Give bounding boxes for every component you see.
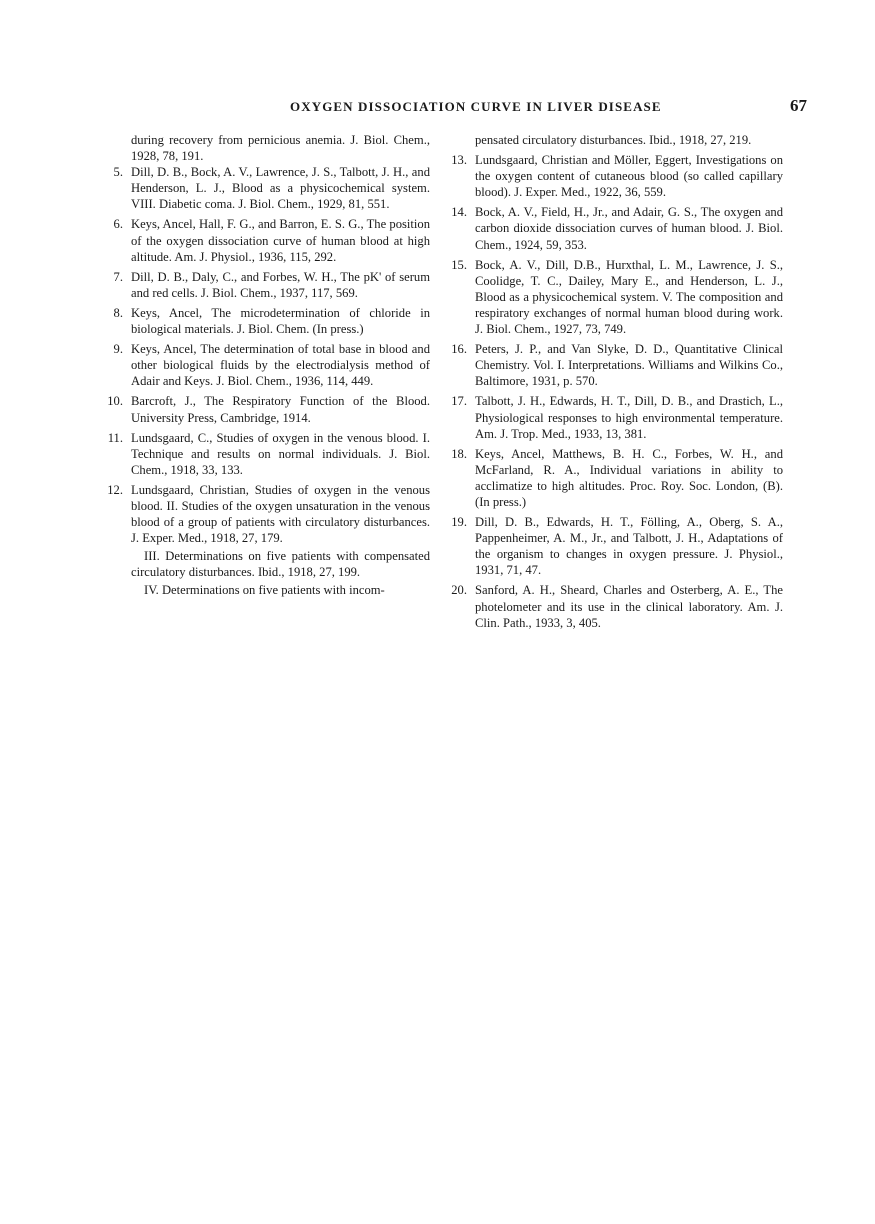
reference-number: 14. bbox=[451, 205, 467, 220]
reference-number: 15. bbox=[451, 257, 467, 272]
reference-item bbox=[448, 446, 783, 510]
reference-number: 16. bbox=[451, 342, 467, 357]
page-header bbox=[0, 96, 875, 118]
reference-text: Dill, D. B., Edwards, H. T., Fölling, A., Oberg, S. A., Pappenheimer, A. M., Jr., and Talbott, J. H., Adaptations of the organism to changes in oxygen pressure. J. Physiol., 1931, 71, 47. bbox=[475, 515, 783, 578]
reference-number: 9. bbox=[113, 342, 123, 357]
reference-text: Bock, A. V., Field, H., Jr., and Adair, G. S., The oxygen and carbon dioxide dissociation curves of human blood. J. Biol. Chem., 1924, 59, 353. bbox=[475, 205, 783, 252]
page-number: 67 bbox=[790, 96, 807, 115]
reference-item bbox=[448, 257, 783, 337]
reference-number: 20. bbox=[451, 583, 467, 598]
reference-text: Barcroft, J., The Respiratory Function of the Blood. University Press, Cambridge, 1914. bbox=[131, 394, 430, 425]
reference-item bbox=[448, 582, 783, 630]
reference-text: Sanford, A. H., Sheard, Charles and Osterberg, A. E., The photelometer and its use in the clinical laboratory. Am. J. Clin. Path., 1933, 3, 405. bbox=[475, 583, 783, 630]
reference-item bbox=[104, 430, 430, 478]
reference-sub-entry bbox=[104, 548, 430, 580]
reference-text: during recovery from pernicious anemia. J. Biol. Chem., 1928, 78, 191. bbox=[131, 133, 430, 164]
reference-item bbox=[448, 341, 783, 389]
reference-item bbox=[104, 393, 430, 425]
reference-sub-entry bbox=[104, 582, 430, 598]
running-title: OXYGEN DISSOCIATION CURVE IN LIVER DISEASE bbox=[290, 99, 662, 114]
reference-text: Dill, D. B., Daly, C., and Forbes, W. H., The pK' of serum and red cells. J. Biol. Chem., 1937, 117, 569. bbox=[131, 269, 430, 300]
reference-item bbox=[448, 152, 783, 200]
reference-text: IV. Determinations on five patients with incom- bbox=[144, 583, 385, 598]
reference-item bbox=[448, 393, 783, 441]
reference-text: Lundsgaard, Christian, Studies of oxygen in the venous blood. II. Studies of the oxygen unsaturation in the venous blood of a group of patients with circulatory disturbances. J. Exper. Med., 1918, 27, 179. bbox=[131, 482, 430, 546]
reference-number: 17. bbox=[451, 394, 467, 409]
left-column bbox=[104, 132, 430, 599]
reference-item bbox=[104, 482, 430, 546]
reference-number: 13. bbox=[451, 153, 467, 168]
reference-text: Peters, J. P., and Van Slyke, D. D., Quantitative Clinical Chemistry. Vol. I. Interpretations. Williams and Wilkins Co., Baltimore, 1931, p. 570. bbox=[475, 342, 783, 389]
reference-number: 12. bbox=[107, 482, 123, 497]
reference-item bbox=[104, 269, 430, 301]
reference-text: pensated circulatory disturbances. Ibid., 1918, 27, 219. bbox=[475, 133, 752, 147]
reference-continuation bbox=[104, 132, 430, 164]
reference-continuation bbox=[448, 132, 783, 148]
reference-number: 5. bbox=[113, 165, 123, 180]
right-column bbox=[448, 132, 783, 635]
reference-text: Keys, Ancel, The microdetermination of chloride in biological materials. J. Biol. Chem. (In press.) bbox=[131, 305, 430, 337]
reference-number: 8. bbox=[113, 305, 123, 320]
reference-text: Talbott, J. H., Edwards, H. T., Dill, D. B., and Drastich, L., Physiological responses to high environmental temperature. Am. J. Trop. Med., 1933, 13, 381. bbox=[475, 394, 783, 441]
reference-item bbox=[104, 305, 430, 337]
reference-number: 10. bbox=[107, 394, 123, 409]
reference-number: 6. bbox=[113, 217, 123, 232]
reference-item bbox=[104, 341, 430, 389]
reference-text: III. Determinations on five patients with compensated circulatory disturbances. Ibid., 1918, 27, 199. bbox=[131, 549, 430, 580]
reference-item bbox=[448, 204, 783, 252]
reference-item bbox=[104, 216, 430, 264]
reference-number: 7. bbox=[113, 269, 123, 284]
reference-item bbox=[448, 514, 783, 578]
reference-text: Keys, Ancel, Matthews, B. H. C., Forbes, W. H., and McFarland, R. A., Individual variations in ability to acclimatize to high altitudes. Proc. Roy. Soc. London, (B). (In press.) bbox=[475, 446, 783, 509]
reference-text: Bock, A. V., Dill, D.B., Hurxthal, L. M., Lawrence, J. S., Coolidge, T. C., Dailey, Mary E., and Henderson, L. J., Blood as a physicochemical system. V. The composition and respiratory exchanges of normal human blood during work. J. Biol. Chem., 1927, 73, 749. bbox=[475, 257, 783, 337]
reference-number: 19. bbox=[451, 515, 467, 530]
reference-text: Lundsgaard, Christian and Möller, Eggert, Investigations on the oxygen content of cutaneous blood (so called capillary blood). J. Exper. Med., 1922, 36, 559. bbox=[475, 153, 783, 200]
reference-text: Keys, Ancel, The determination of total base in blood and other biological fluids by the electrodialysis method of Adair and Keys. J. Biol. Chem., 1936, 114, 449. bbox=[131, 342, 430, 389]
reference-number: 11. bbox=[107, 430, 123, 445]
reference-text: Keys, Ancel, Hall, F. G., and Barron, E. S. G., The position of the oxygen dissociation curve of human blood at high altitude. Am. J. Physiol., 1936, 115, 292. bbox=[131, 217, 430, 264]
reference-number: 18. bbox=[451, 446, 467, 461]
reference-text: Lundsgaard, C., Studies of oxygen in the venous blood. I. Technique and results on normal individuals. J. Biol. Chem., 1918, 33, 133. bbox=[131, 430, 430, 477]
reference-item bbox=[104, 164, 430, 212]
reference-text: Dill, D. B., Bock, A. V., Lawrence, J. S., Talbott, J. H., and Henderson, L. J., Blood as a physicochemical system. VIII. Diabetic coma. J. Biol. Chem., 1929, 81, 551. bbox=[131, 165, 430, 212]
